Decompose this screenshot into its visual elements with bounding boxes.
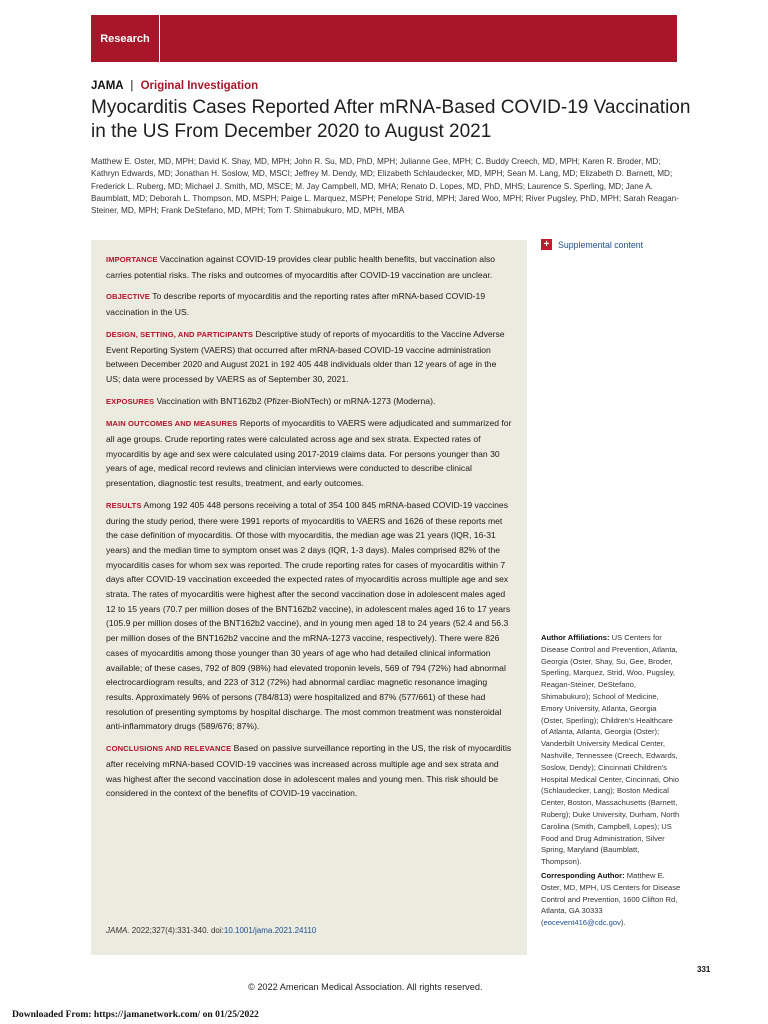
abstract-box [91, 240, 527, 955]
conclusions-text: Based on passive surveillance reporting in the US, the risk of myocarditis after receiving mRNA-based COVID-19 vaccines was increased across multiple age and sex strata and was highest after the second vaccination dose in adolescent males and young men. This risk should be considered in the context of the benefits of COVID-19 vaccination. [106, 743, 512, 799]
citation-text: 2022;327(4):331-340. doi: [131, 926, 224, 935]
article-citation [106, 926, 316, 935]
results-text: Among 192 405 448 persons receiving a total of 354 100 845 mRNA-based COVID-19 vaccines during the study period, there were 1991 reports of myocarditis to VAERS and 1626 of these reports met the case definition of myocarditis. Of those with myocarditis, the median age was 21 years (IQR, 16-31 years) and the median time to symptom onset was 2 days (IQR, 1-3 days). Males comprised 82% of the myocarditis cases for whom sex was reported. The crude reporting rates for cases of myocarditis within 7 days after COVID-19 vaccination exceeded the expected rates of myocarditis across multiple age and sex strata. The rates of myocarditis were highest after the second vaccination dose in adolescent males aged 12 to 15 years (70.7 per million doses of the BNT162b2 vaccine), in adolescent males aged 16 to 17 years (105.9 per million doses of the BNT162b2 vaccine), and in young men aged 18 to 24 years (52.4 and 56.3 per million doses of the BNT162b2 vaccine and the mRNA-1273 vaccine, respectively). There were 826 cases of myocarditis among those younger than 30 years of age who had detailed clinical information available; of these cases, 792 of 809 (98%) had elevated troponin levels, 569 of 794 (72%) had abnormal electrocardiogram results, and 223 of 312 (72%) had abnormal cardiac magnetic resonance imaging results. Approximately 96% of persons (784/813) were hospitalized and 87% (577/661) of these had resolution of presenting symptoms by hospital discharge. The most common treatment was nonsteroidal anti-inflammatory drugs (589/676; 87%). [106, 499, 511, 732]
doi-link[interactable]: 10.1001/jama.2021.24110 [223, 926, 317, 935]
affiliations-text: US Centers for Disease Control and Prevention, Atlanta, Georgia (Oster, Shay, Su, Gee, Broder, Sperling, Marquez, Strid, Woo, Pugsley, Reagan-Steiner, DeStefano, Shimabukuro); School of Medicine, Emory University, Atlanta, Georgia (Oster, Sperling); Children's Healthcare of Atlanta, Atlanta, Georgia (Oster); Vanderbilt University Medical Center, Nashville, Tennessee (Creech, Edwards, Soslow, Dendy); Cincinnati Children's Hospital Medical Center, Cincinnati, Ohio (Schlaudecker, Lang); Boston Medical Center, Boston, Massachusetts (Barnett, Ruberg); Duke University, Durham, North Carolina (Smith, Campbell, Lopes); US Food and Drug Administration, Silver Spring, Maryland (Baumblatt, Thompson). [541, 633, 680, 867]
exposures-text: Vaccination with BNT162b2 (Pfizer-BioNTech) or mRNA-1273 (Moderna). [156, 395, 436, 406]
outcomes-text: Reports of myocarditis to VAERS were adjudicated and summarized for all age groups. Crude reporting rates were calculated across age and sex strata. Expected rates of myocarditis by age and sex were calculated using 2017-2019 claims data. For persons younger than 30 years of age, medical record reviews and clinician interviews were conducted to describe clinical presentation, diagnostic test results, treatment, and early outcomes. [106, 418, 512, 489]
corresponding-close: ). [620, 918, 626, 928]
corresponding-author [541, 870, 681, 929]
copyright-notice: © 2022 American Medical Association. All rights reserved. [248, 982, 483, 992]
email-link[interactable]: eocevent416@cdc.gov [543, 918, 621, 928]
outcomes-heading: MAIN OUTCOMES AND MEASURES [106, 419, 238, 429]
importance-text: Vaccination against COVID-19 provides clear public health benefits, but vaccination also carries potential risks. The risks and outcomes of myocarditis after COVID-19 vaccination are unclear. [106, 254, 496, 280]
journal-name: JAMA [91, 80, 124, 92]
design-text: Descriptive study of reports of myocarditis to the Vaccine Adverse Event Reporting System (VAERS) that occurred after mRNA-based COVID-19 vaccine administration between December 2020 and August 2021 in 192 405 448 individuals older than 12 years of age in the US; data were processed by VAERS as of September 30, 2021. [106, 328, 505, 384]
design-heading: DESIGN, SETTING, AND PARTICIPANTS [106, 329, 254, 339]
corresponding-label: Corresponding Author: [541, 870, 625, 880]
affiliations-label: Author Affiliations: [541, 633, 610, 642]
plus-icon: + [541, 239, 552, 250]
author-list: Matthew E. Oster, MD, MPH; David K. Shay, MD, MPH; John R. Su, MD, PhD, MPH; Julianne Gee, MPH; C. Buddy Creech, MD, MPH; Karen R. Broder, MD; Kathryn Edwards, MD; Jonathan H. Soslow, MD, MSCI; Jeffrey M. Dendy, MD; Elizabeth Schlaudecker, MD, MPH; Sean M. Lang, MD; Elizabeth D. Barnett, MD; Frederick L. Ruberg, MD; Michael J. Smith, MD, MSCE; M. Jay Campbell, MD, MHA; Renato D. Lopes, MD, PhD, MHS; Laurence S. Sperling, MD; Jane A. Baumblatt, MD; Deborah L. Thompson, MD, MSPH; Paige L. Marquez, MSPH; Penelope Strid, MPH; Jared Woo, MPH; River Pugsley, PhD, MPH; Sarah Reagan-Steiner, MD, MPH; Frank DeStefano, MD, MPH; Tom T. Shimabukuro, MD, MPH, MBA [91, 157, 679, 216]
download-stamp: Downloaded From: https://jamanetwork.com/ on 01/25/2022 [12, 1009, 259, 1020]
abstract-conclusions [106, 741, 513, 801]
supplemental-content-link[interactable] [541, 239, 643, 250]
abstract-design [106, 327, 513, 387]
author-affiliations [541, 632, 681, 868]
section-banner [91, 15, 677, 62]
abstract-results [106, 498, 513, 734]
exposures-heading: EXPOSURES [106, 396, 155, 406]
abstract-exposures [106, 394, 513, 410]
objective-text: To describe reports of myocarditis and the reporting rates after mRNA-based COVID-19 vaccination in the US. [106, 291, 486, 318]
abstract-outcomes [106, 416, 513, 491]
article-title: Myocarditis Cases Reported After mRNA-Based COVID-19 Vaccination in the US From December 2020 to August 2021 [91, 97, 691, 142]
results-heading: RESULTS [106, 500, 142, 510]
article-type: Original Investigation [140, 80, 259, 92]
abstract-importance [106, 252, 513, 282]
corresponding-text: Matthew E. Oster, MD, MPH, US Centers for Disease Control and Prevention, 1600 Clifton Rd, Atlanta, GA 30333 ( [541, 870, 681, 928]
supplemental-label: Supplemental content [558, 239, 644, 250]
conclusions-heading: CONCLUSIONS AND RELEVANCE [106, 744, 232, 754]
article-kicker [91, 80, 258, 92]
objective-heading: OBJECTIVE [106, 292, 150, 302]
page-number: 331 [697, 965, 711, 974]
importance-heading: IMPORTANCE [106, 255, 158, 264]
abstract-objective [106, 289, 513, 319]
section-tab-research[interactable]: Research [91, 15, 160, 62]
kicker-separator: | [130, 80, 134, 92]
sidebar-notes [541, 632, 681, 931]
citation-journal: JAMA. [106, 926, 130, 935]
